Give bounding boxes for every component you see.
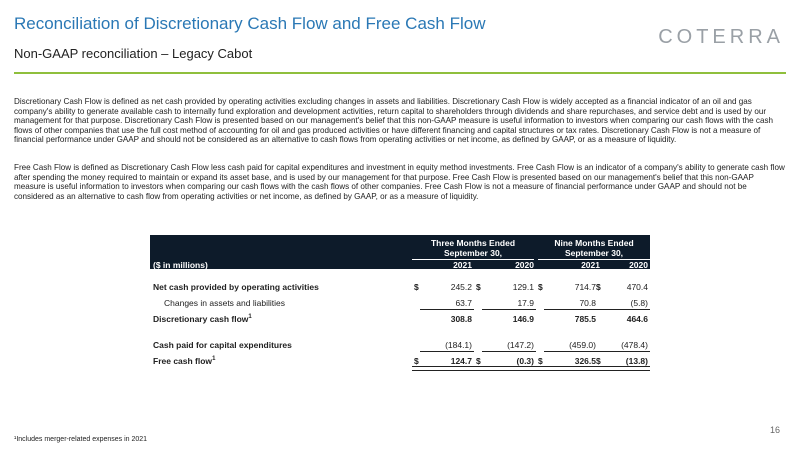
currency-symbol: $ bbox=[414, 356, 419, 366]
currency-symbol: $ bbox=[476, 356, 481, 366]
table-header bbox=[150, 235, 650, 269]
cell-value: 17.9 bbox=[517, 298, 534, 308]
cell-value: 308.8 bbox=[450, 314, 472, 324]
cell-value: (478.4) bbox=[621, 340, 648, 350]
header-divider bbox=[14, 72, 786, 74]
currency-symbol: $ bbox=[538, 282, 543, 292]
three-months-header: Three Months Ended September 30, bbox=[430, 238, 516, 258]
units-label: ($ in millions) bbox=[153, 260, 208, 270]
reconciliation-table bbox=[150, 235, 650, 371]
table-row bbox=[150, 353, 650, 371]
discretionary-cash-flow-definition: Discretionary Cash Flow is defined as net cash provided by operating activities excluding changes in assets and liabilities. Discretionary Cash Flow is widely accepted as a financial indicator of an oil and gas company's ability to generate available cash to internally fund exploration and development activities, return capital to shareholders through dividends and share repurchases, and service debt and is used by our management for that purpose. Discretionary Cash Flow is presented based on our management's belief that this non-GAAP measure is useful information to investors when comparing our cash flows with the cash flows of other companies that use the full cost method of accounting for oil and gas produced activities or have different financing and capital structures or tax rates. Discretionary Cash Flow is not a measure of financial performance under GAAP and should not be considered as an alternative to cash flows from operating activities or net income, as defined by GAAP, or as a measure of liquidity. bbox=[14, 97, 773, 145]
table-row bbox=[150, 295, 650, 311]
table-row bbox=[150, 337, 650, 353]
row-label: Cash paid for capital expenditures bbox=[153, 340, 292, 350]
cell-value: 124.7 bbox=[450, 356, 472, 366]
row-label: Net cash provided by operating activities bbox=[153, 282, 319, 292]
table-row bbox=[150, 279, 650, 295]
currency-symbol: $ bbox=[596, 282, 601, 292]
cell-value: (0.3) bbox=[516, 356, 534, 366]
currency-symbol: $ bbox=[596, 356, 601, 366]
year-header: 2020 bbox=[629, 260, 648, 270]
year-header: 2021 bbox=[453, 260, 472, 270]
cell-value: 714.7 bbox=[574, 282, 596, 292]
currency-symbol: $ bbox=[538, 356, 543, 366]
page-number: 16 bbox=[769, 425, 780, 435]
cell-value: 785.5 bbox=[574, 314, 596, 324]
cell-value: 326.5 bbox=[574, 356, 596, 366]
table-row bbox=[150, 311, 650, 327]
cell-value: 129.1 bbox=[512, 282, 534, 292]
row-label: Changes in assets and liabilities bbox=[164, 298, 285, 308]
page-subtitle: Non-GAAP reconciliation – Legacy Cabot bbox=[14, 46, 253, 61]
cell-value: 470.4 bbox=[626, 282, 648, 292]
currency-symbol: $ bbox=[476, 282, 481, 292]
cell-value: (5.8) bbox=[630, 298, 648, 308]
nine-months-header: Nine Months Ended September 30, bbox=[554, 238, 634, 258]
page-title: Reconciliation of Discretionary Cash Flow and Free Cash Flow bbox=[14, 14, 486, 33]
row-label: Discretionary cash flow$^1$ bbox=[153, 314, 252, 324]
cell-value: (147.2) bbox=[507, 340, 534, 350]
cell-value: 63.7 bbox=[455, 298, 472, 308]
row-label: Free cash flow$^1$ bbox=[153, 356, 216, 366]
year-header: 2020 bbox=[515, 260, 534, 270]
cell-value: 245.2 bbox=[450, 282, 472, 292]
company-logo: COTERRA bbox=[658, 26, 784, 48]
cell-value: 464.6 bbox=[626, 314, 648, 324]
cell-value: (459.0) bbox=[569, 340, 596, 350]
cell-value: 146.9 bbox=[512, 314, 534, 324]
currency-symbol: $ bbox=[414, 282, 419, 292]
cell-value: (13.8) bbox=[625, 356, 648, 366]
cell-value: (184.1) bbox=[445, 340, 472, 350]
footnote: ¹Includes merger-related expenses in 2021 bbox=[14, 436, 148, 443]
free-cash-flow-definition: Free Cash Flow is defined as Discretionary Cash Flow less cash paid for capital expenditures and investment in equity method investments. Free Cash Flow is an indicator of a company's ability to generate cash flow after spending the money required to maintain or expand its asset base, and is used by our management for that purpose. Free Cash Flow is presented based on our management's belief that this non-GAAP measure is useful information to investors when comparing our cash flows with the cash flows of other companies. Free Cash Flow is not a measure of financial performance under GAAP and should not be considered as an alternative to cash flow from operating activities or net income, as defined by GAAP, or as a measure of liquidity. bbox=[14, 163, 785, 201]
cell-value: 70.8 bbox=[579, 298, 596, 308]
year-header: 2021 bbox=[581, 260, 600, 270]
